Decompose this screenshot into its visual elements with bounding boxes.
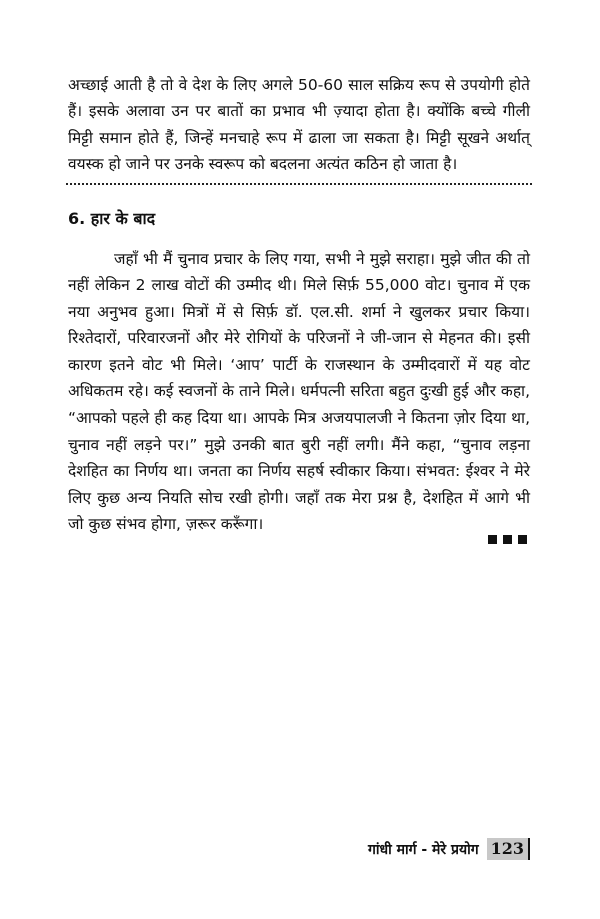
end-square-3 — [518, 535, 527, 544]
end-of-section-mark — [488, 535, 527, 544]
page-number: 123 — [487, 838, 530, 860]
intro-paragraph: अच्छाई आती है तो वे देश के लिए अगले 50-60 साल सक्रिय रूप से उपयोगी होते हैं। इसके अलावा उन पर बातों का प्रभाव भी ज़्यादा होता है। क्योंकि बच्चे गीली मिट्टी समान होते हैं, जिन्हें मनचाहे रूप में ढाला जा सकता है। मिट्टी सूखने अर्थात् वयस्क हो जाने पर उनके स्वरूप को बदलना अत्यंत कठिन हो जाता है। — [68, 75, 530, 174]
end-square-1 — [488, 535, 497, 544]
section-heading: 6. हार के बाद — [68, 209, 156, 228]
end-square-2 — [503, 535, 512, 544]
dotted-separator — [66, 183, 532, 185]
section-body: जहाँ भी मैं चुनाव प्रचार के लिए गया, सभी ने मुझे सराहा। मुझे जीत की तो नहीं लेकिन 2 लाख वोटों की उम्मीद थी। मिले सिर्फ़ 55,000 वोट। चुनाव में एक नया अनुभव हुआ। मित्रों में से सिर्फ़ डॉ. एल.सी. शर्मा ने खुलकर प्रचार किया। रिश्तेदारों, परिवारजनों और मेरे रोगियों के परिजनों ने जी-जान से मेहनत की। इसी कारण इतने वोट भी मिले। ‘आप’ पार्टी के राजस्थान के उम्मीदवारों में यह वोट अधिकतम रहे। कई स्वजनों के ताने मिले। धर्मपत्नी सरिता बहुत दुःखी हुई और कहा, “आपको पहले ही कह दिया था। आपके मित्र अजयपालजी ने कितना ज़ोर दिया था, चुनाव नहीं लड़ने पर।” मुझे उनकी बात बुरी नहीं लगी। मैंने कहा, “चुनाव लड़ना देशहित का निर्णय था। जनता का निर्णय सहर्ष स्वीकार किया। संभवत: ईश्वर ने मेरे लिए कुछ अन्य नियति सोच रखी होगी। जहाँ तक मेरा प्रश्न है, देशहित में आगे भी जो कुछ संभव होगा, ज़रूर करूँगा। — [68, 249, 530, 534]
running-title: गांधी मार्ग - मेरे प्रयोग — [367, 841, 479, 858]
page-footer — [368, 838, 530, 860]
